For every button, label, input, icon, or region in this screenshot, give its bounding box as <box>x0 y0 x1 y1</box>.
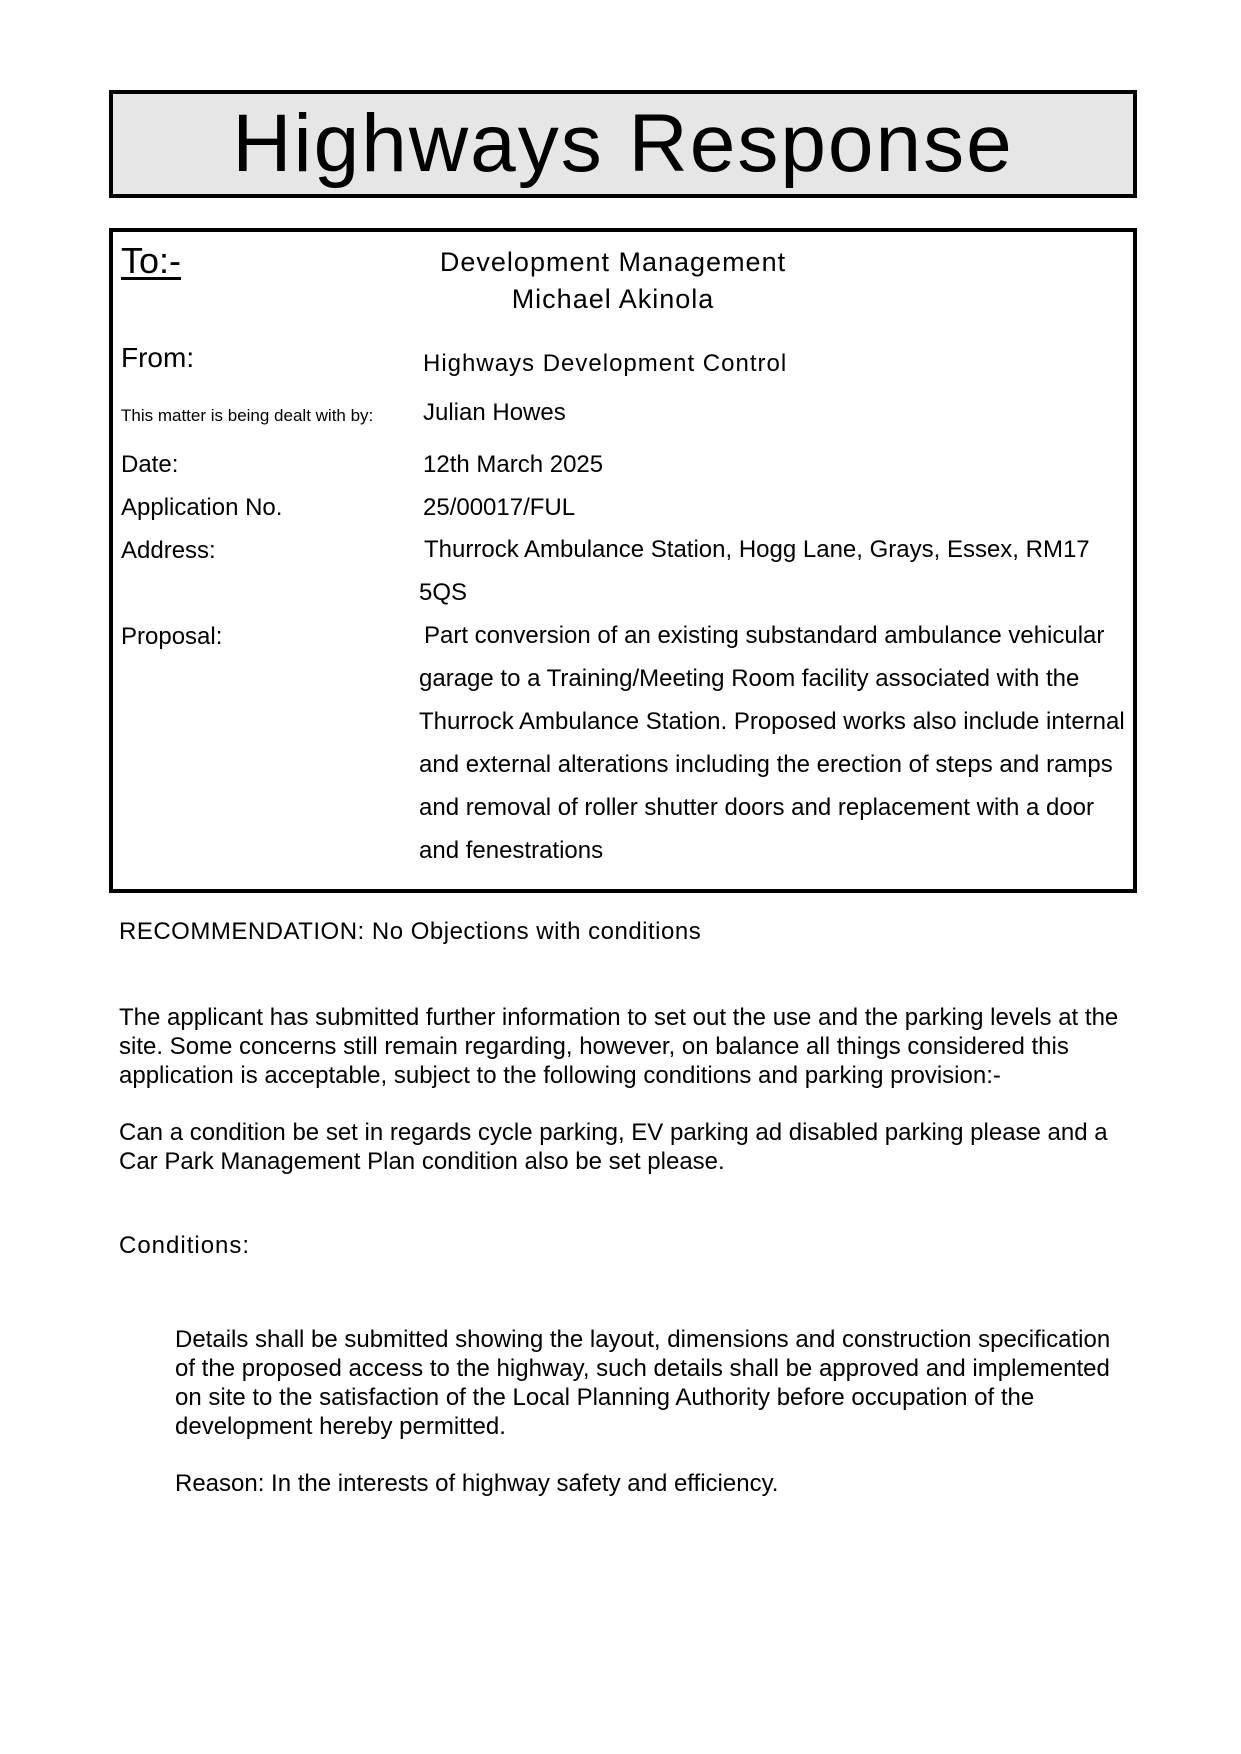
dealt-with-value: Julian Howes <box>423 399 566 426</box>
body-paragraph-2: Can a condition be set in regards cycle parking, EV parking ad disabled parking please and a Car Park Management Plan condition also be set please. <box>119 1119 1108 1175</box>
to-person: Michael Akinola <box>511 284 715 314</box>
proposal-label: Proposal: <box>121 623 223 650</box>
application-value: 25/00017/FUL <box>423 494 576 521</box>
condition-1-text: Details shall be submitted showing the layout, dimensions and construction specification of the proposed access to the highway, such details shall be approved and implemented on site to the satisfaction of the Local Planning Authority before occupation of the development hereby permitted. <box>175 1326 1111 1440</box>
recommendation: RECOMMENDATION: No Objections with conditions <box>119 918 702 945</box>
to-label: To:- <box>121 240 182 281</box>
dealt-with-label: This matter is being dealt with by: <box>121 406 374 425</box>
body-paragraph-1: The applicant has submitted further information to set out the use and the parking levels at the site. Some concerns still remain regarding, however, on balance all things considered this application is acceptable, subject to the following conditions and parking provision:- <box>119 1004 1119 1089</box>
title-banner <box>109 90 1137 198</box>
date-value: 12th March 2025 <box>423 451 604 478</box>
to-department: Development Management <box>439 247 787 277</box>
application-label: Application No. <box>121 494 283 521</box>
memo-details-box <box>109 228 1137 893</box>
from-label: From: <box>121 342 195 373</box>
to-recipient <box>423 244 803 318</box>
proposal-value: Part conversion of an existing substandard ambulance vehicular garage to a Training/Meeting Room facility associated with the Thurrock Ambulance Station. Proposed works also include internal and external alterations including the erection of steps and ramps and removal of roller shutter doors and replacement with a door and fenestrations <box>419 622 1125 864</box>
page-title: Highways Response <box>232 98 1014 189</box>
date-label: Date: <box>121 451 179 478</box>
from-value: Highways Development Control <box>423 350 788 377</box>
address-value: Thurrock Ambulance Station, Hogg Lane, Grays, Essex, RM17 5QS <box>419 536 1090 606</box>
address-label: Address: <box>121 537 216 564</box>
conditions-heading: Conditions: <box>119 1232 251 1259</box>
condition-1-reason: Reason: In the interests of highway safety and efficiency. <box>175 1470 779 1497</box>
